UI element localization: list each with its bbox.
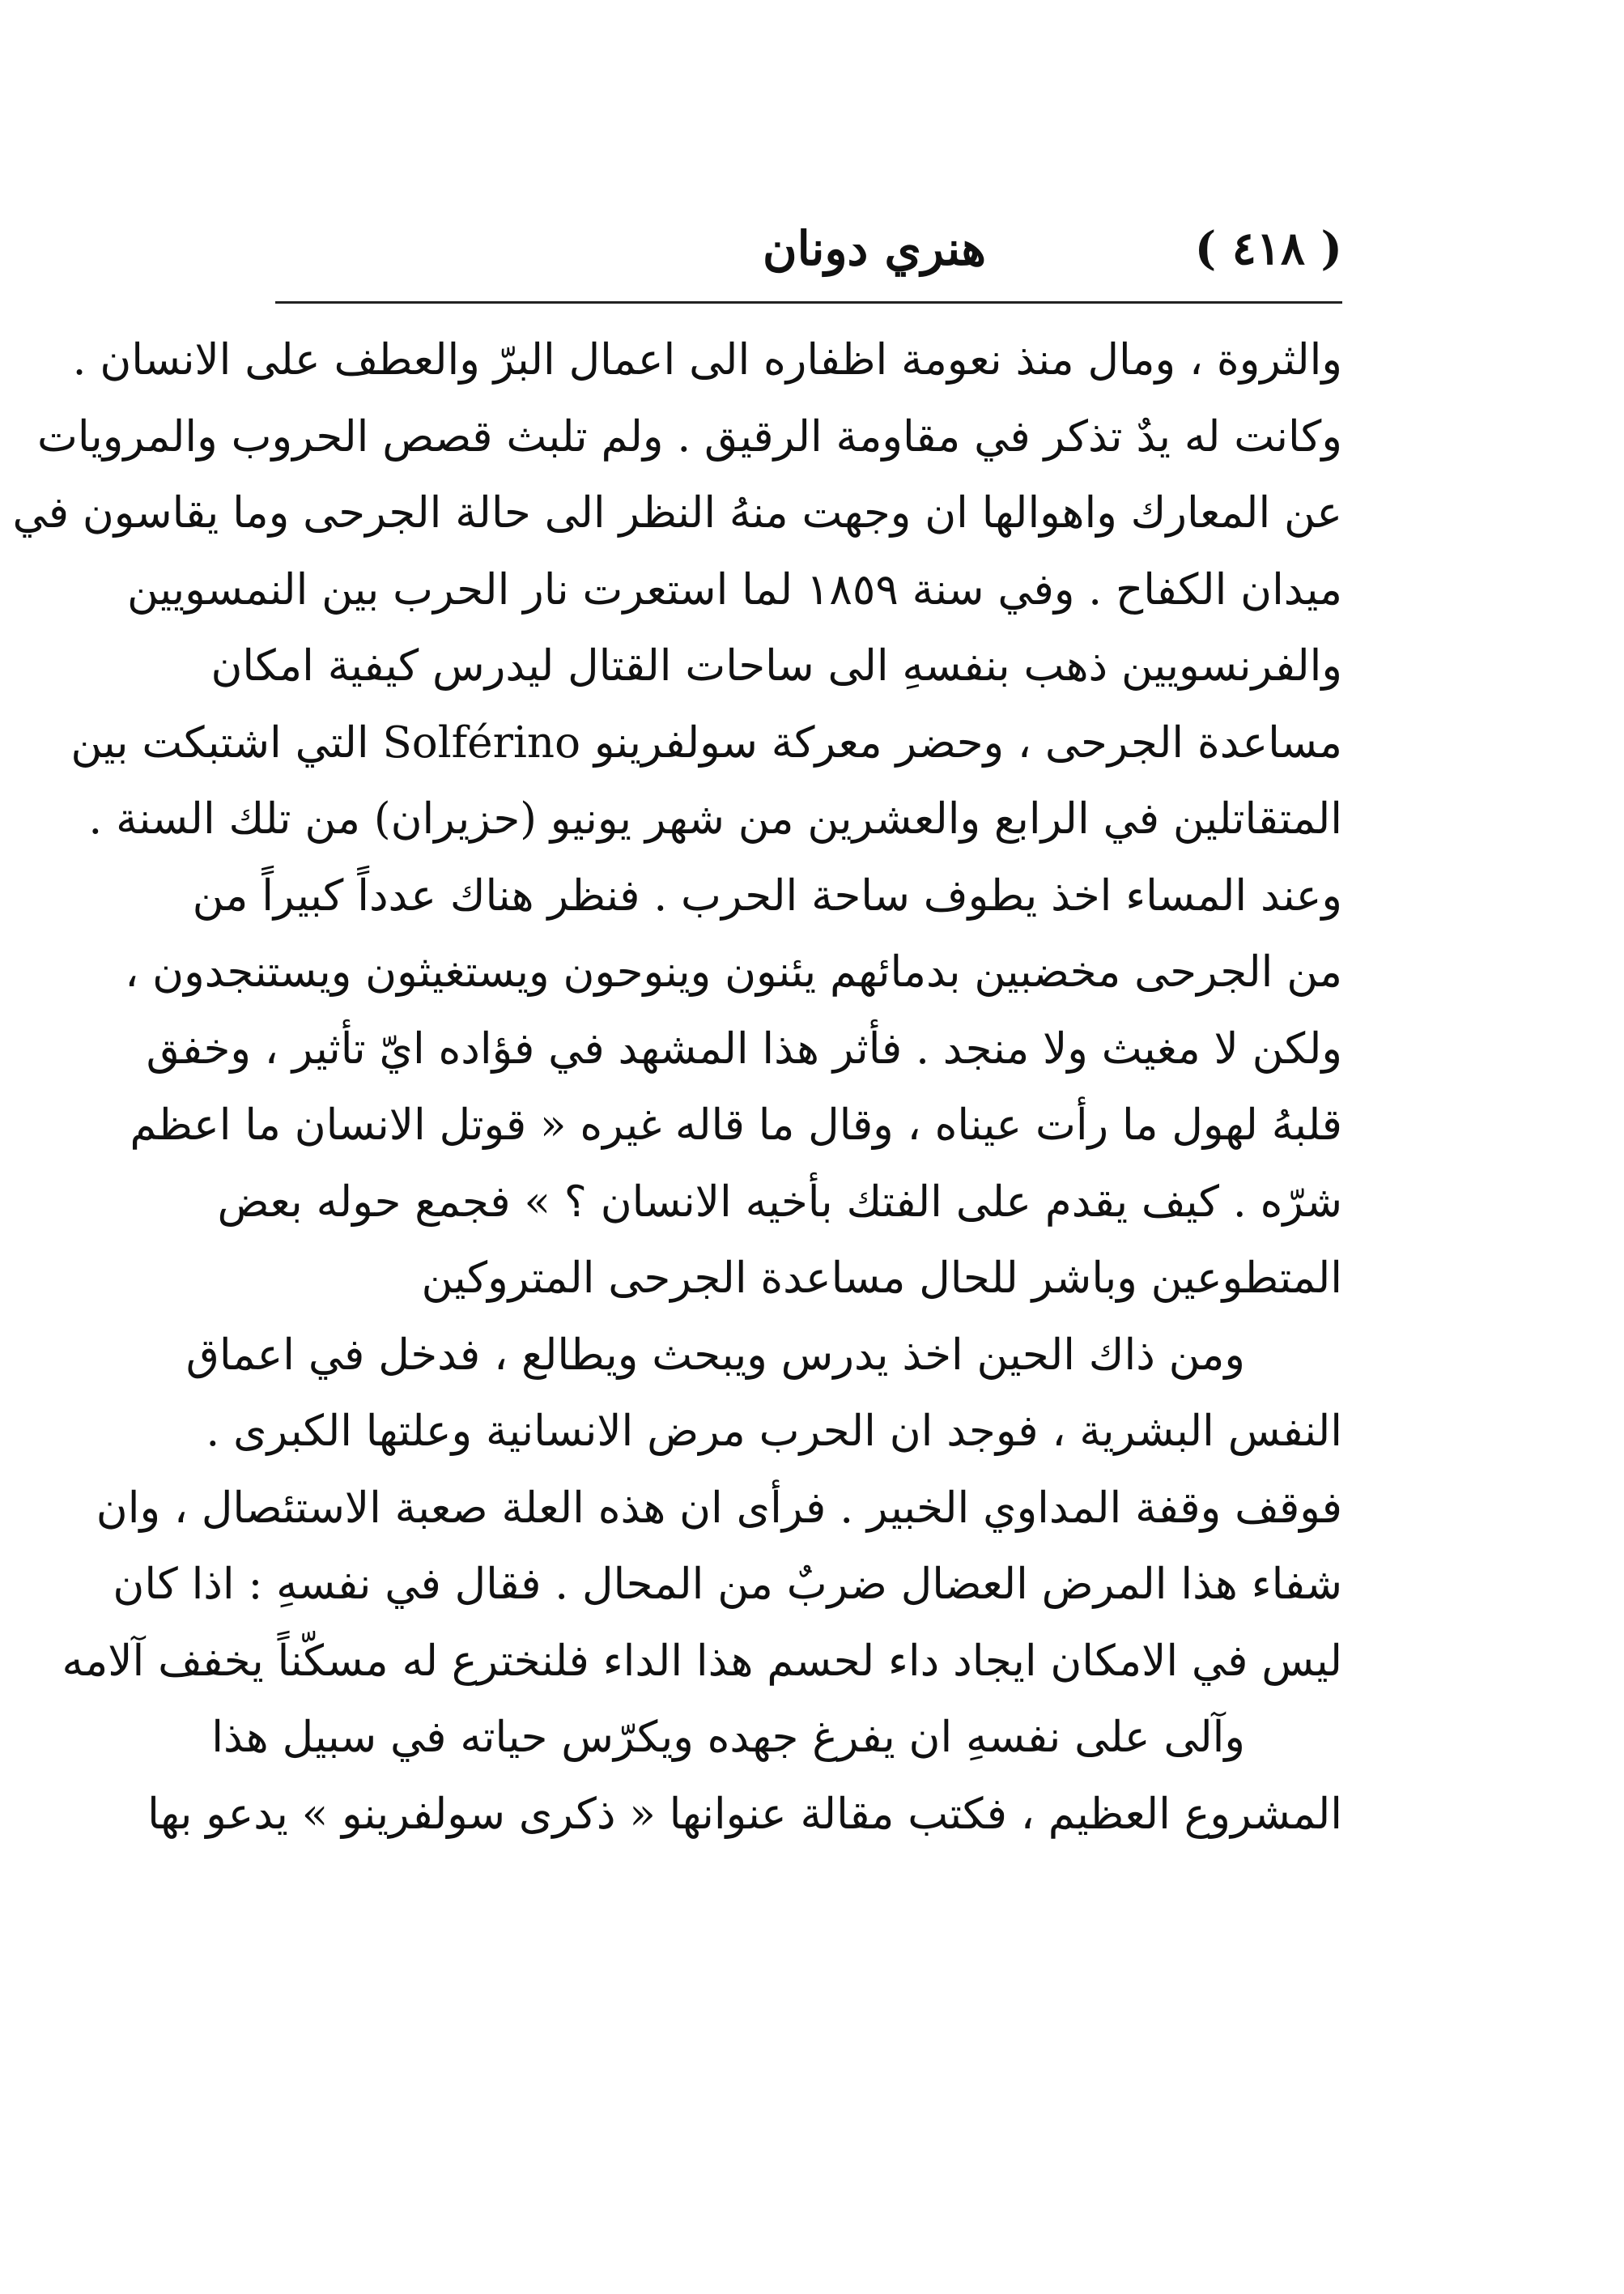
text-line: مساعدة الجرحى ، وحضر معركة سولفرينو Solférino التي اشتبكت بين: [70, 717, 1342, 768]
running-title: هنري دونان: [763, 221, 986, 276]
paragraph-start-line: ومن ذاك الحين اخذ يدرس ويبحث ويطالع ، فدخل في اعماق: [185, 1330, 1245, 1380]
text-line: المتقاتلين في الرابع والعشرين من شهر يونيو (حزيران) من تلك السنة .: [88, 794, 1342, 844]
text-line: والثروة ، ومال منذ نعومة اظفاره الى اعمال البرّ والعطف على الانسان .: [72, 335, 1342, 385]
page-number: ( ٤١٨ ): [1194, 222, 1342, 275]
body-text: [12, 322, 1342, 1853]
text-line: شرّه . كيف يقدم على الفتك بأخيه الانسان ؟ » فجمع حوله بعض: [217, 1177, 1342, 1227]
text-line: وكانت له يدٌ تذكر في مقاومة الرقيق . ولم تلبث قصص الحروب والمرويات: [37, 411, 1342, 462]
paragraph-start-line: وآلى على نفسهِ ان يفرغ جهده ويكرّس حياته في سبيل هذا: [211, 1713, 1245, 1762]
text-line: المتطوعين وباشر للحال مساعدة الجرحى المتروكين: [421, 1253, 1342, 1303]
text-line: المشروع العظيم ، فكتب مقالة عنوانها « ذكرى سولفرينو » يدعو بها: [147, 1789, 1342, 1839]
header-divider: [275, 301, 1342, 304]
text-line: عن المعارك واهوالها ان وجهت منهُ النظر الى حالة الجرحى وما يقاسون في: [12, 488, 1342, 538]
text-line: ولكن لا مغيث ولا منجد . فأثر هذا المشهد في فؤاده ايّ تأثير ، وخفق: [146, 1024, 1342, 1074]
text-line: من الجرحى مخضبين بدمائهم يئنون وينوحون ويستغيثون ويستنجدون ،: [125, 947, 1342, 997]
page-header: [275, 212, 1342, 285]
text-line: ليس في الامكان ايجاد داء لحسم هذا الداء فلنخترع له مسكّناً يخفف آلامه: [62, 1636, 1342, 1686]
text-line: النفس البشرية ، فوجد ان الحرب مرض الانسانية وعلتها الكبرى .: [206, 1407, 1342, 1456]
text-line: والفرنسويين ذهب بنفسهِ الى ساحات القتال ليدرس كيفية امكان: [210, 641, 1342, 691]
text-line: شفاء هذا المرض العضال ضربٌ من المحال . فقال في نفسهِ : اذا كان: [113, 1560, 1342, 1609]
text-line: قلبهُ لهول ما رأت عيناه ، وقال ما قاله غيره « قوتل الانسان ما اعظم: [130, 1100, 1342, 1150]
text-line: فوقف وقفة المداوي الخبير . فرأى ان هذه العلة صعبة الاستئصال ، وان: [96, 1483, 1342, 1533]
text-line: وعند المساء اخذ يطوف ساحة الحرب . فنظر هناك عدداً كبيراً من: [192, 870, 1342, 921]
text-line: ميدان الكفاح . وفي سنة ١٨٥٩ لما استعرت نار الحرب بين النمسويين: [127, 564, 1342, 615]
